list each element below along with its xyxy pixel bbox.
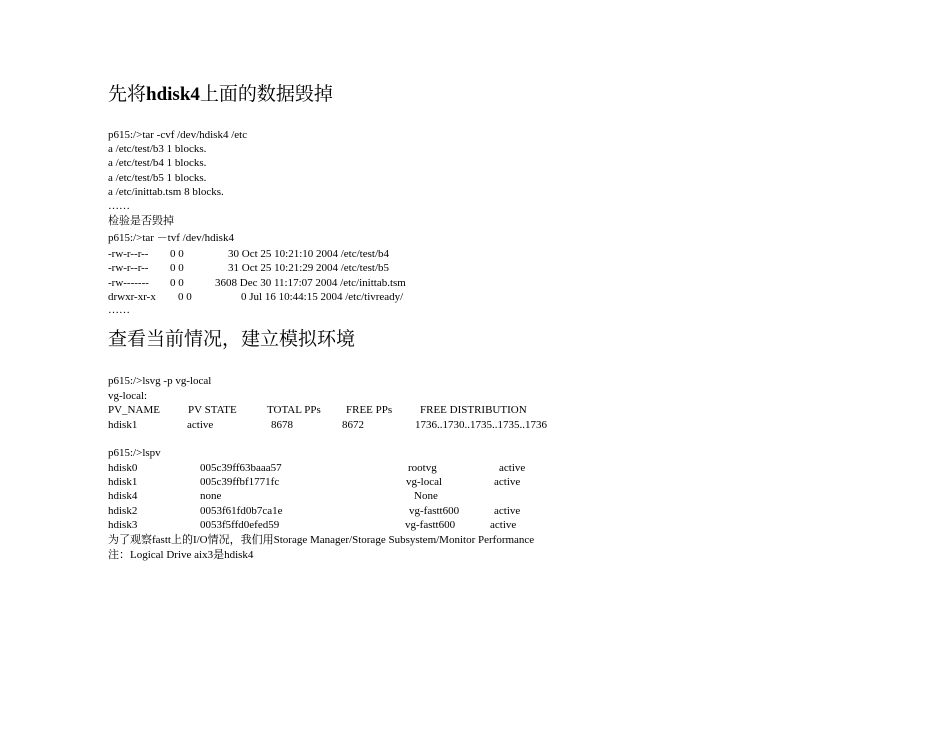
output-line: a /etc/test/b3 1 blocks. xyxy=(108,143,207,155)
table-cell: active xyxy=(187,419,214,431)
file-info-cell: 30 Oct 25 10:21:10 2004 /etc/test/b4 xyxy=(228,248,390,260)
table-cell: 1736..1730..1735..1735..1736 xyxy=(415,419,547,431)
table-cell: hdisk1 xyxy=(108,476,138,488)
file-info-cell: 31 Oct 25 10:21:29 2004 /etc/test/b5 xyxy=(228,262,390,274)
table-cell: 8672 xyxy=(342,419,364,431)
note-line: 注：Logical Drive aix3是hdisk4 xyxy=(108,549,254,561)
table-cell: vg-fastt600 xyxy=(409,505,460,517)
owner-cell: 0 0 xyxy=(170,262,184,274)
output-line: a /etc/test/b5 1 blocks. xyxy=(108,172,207,184)
column-header: FREE PPs xyxy=(346,404,393,416)
output-line: a /etc/test/b4 1 blocks. xyxy=(108,157,207,169)
table-cell: active xyxy=(494,476,521,488)
table-cell: hdisk3 xyxy=(108,519,138,531)
table-cell: none xyxy=(200,490,222,502)
ellipsis: …… xyxy=(108,200,130,212)
perm-cell: -rw-r--r-- xyxy=(108,262,149,274)
table-cell: None xyxy=(414,490,438,502)
perm-cell: drwxr-xr-x xyxy=(108,291,156,303)
command-line: p615:/>tar －tvf /dev/hdisk4 xyxy=(108,232,234,244)
command-line: p615:/>lsvg -p vg-local xyxy=(108,375,212,387)
table-cell: 005c39ff63baaa57 xyxy=(200,462,282,474)
table-cell: 005c39ffbf1771fc xyxy=(200,476,280,488)
table-cell: vg-local xyxy=(406,476,443,488)
table-cell: 8678 xyxy=(271,419,293,431)
table-cell: 0053f5ffd0efed59 xyxy=(200,519,280,531)
perm-cell: -rw------- xyxy=(108,277,149,289)
heading-destroy-data xyxy=(108,84,333,106)
heading-text: 先将 xyxy=(108,84,147,105)
heading-text: 上面的数据毁掉 xyxy=(199,84,333,105)
owner-cell: 0 0 xyxy=(170,248,184,260)
column-header: PV_NAME xyxy=(108,404,160,416)
note-line: 为了观察fastt上的I/O情况，我们用Storage Manager/Storage Subsystem/Monitor Performance xyxy=(108,534,535,546)
command-line: p615:/>tar -cvf /dev/hdisk4 /etc xyxy=(108,129,248,141)
table-cell: vg-fastt600 xyxy=(405,519,456,531)
column-header: FREE DISTRIBUTION xyxy=(420,404,527,416)
table-cell: hdisk4 xyxy=(108,490,138,502)
output-line: a /etc/inittab.tsm 8 blocks. xyxy=(108,186,224,198)
output-line: vg-local: xyxy=(108,390,148,402)
table-cell: hdisk1 xyxy=(108,419,138,431)
owner-cell: 0 0 xyxy=(178,291,192,303)
table-cell: rootvg xyxy=(408,462,437,474)
heading-current-status: 查看当前情况，建立模拟环境 xyxy=(108,329,356,350)
table-cell: 0053f61fd0b7ca1e xyxy=(200,505,283,517)
column-header: PV STATE xyxy=(188,404,237,416)
table-cell: hdisk0 xyxy=(108,462,138,474)
table-cell: active xyxy=(499,462,526,474)
owner-cell: 0 0 xyxy=(170,277,184,289)
table-cell: active xyxy=(494,505,521,517)
heading-disk-name: hdisk4 xyxy=(146,84,200,105)
perm-cell: -rw-r--r-- xyxy=(108,248,149,260)
command-line: p615:/>lspv xyxy=(108,447,161,459)
file-info-cell: 3608 Dec 30 11:17:07 2004 /etc/inittab.tsm xyxy=(215,277,406,289)
check-caption: 检验是否毁掉 xyxy=(108,215,174,227)
table-cell: active xyxy=(490,519,517,531)
file-info-cell: 0 Jul 16 10:44:15 2004 /etc/tivready/ xyxy=(241,291,404,303)
table-cell: hdisk2 xyxy=(108,505,138,517)
ellipsis: …… xyxy=(108,304,130,316)
column-header: TOTAL PPs xyxy=(267,404,321,416)
